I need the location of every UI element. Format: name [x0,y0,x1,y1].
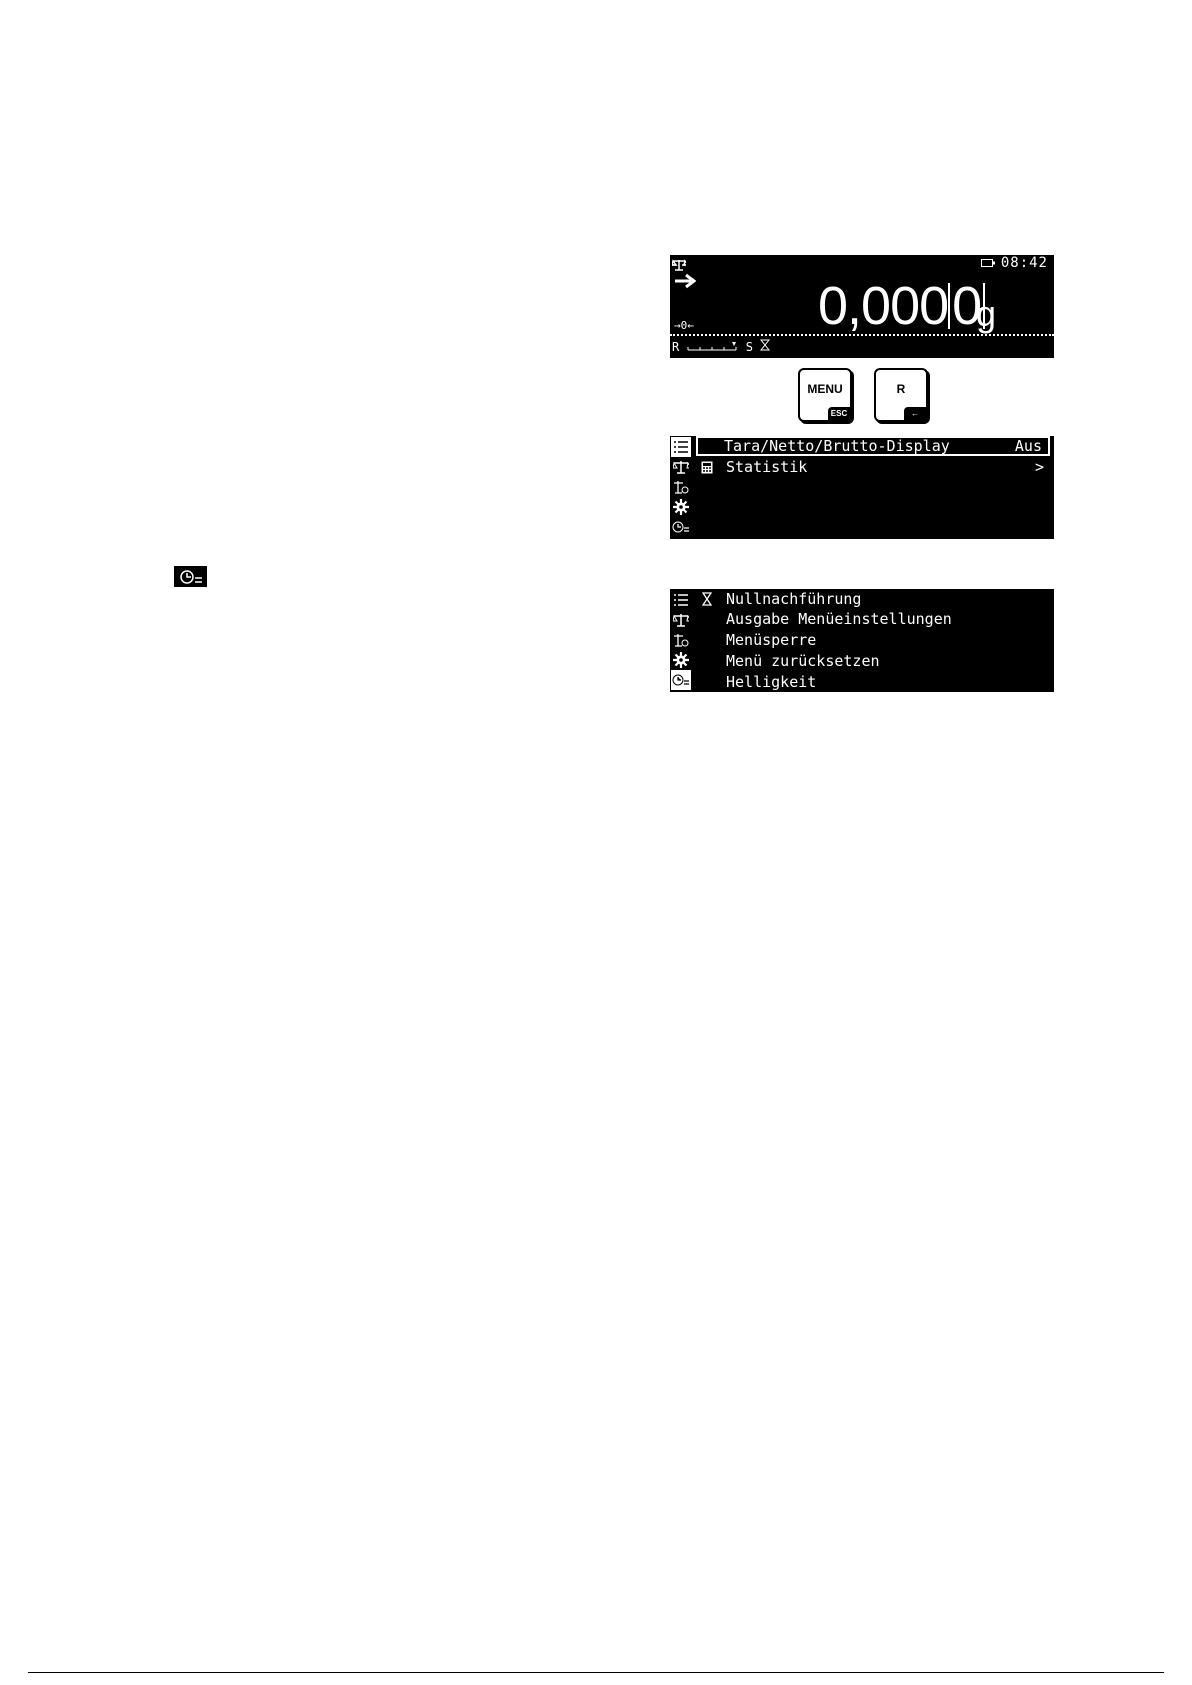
menu-row-label: Ausgabe Menüeinstellungen [726,610,952,628]
menu-row-label: Menüsperre [726,631,817,649]
menu-row-helligkeit[interactable] [698,672,1050,692]
menu-row-tara-display[interactable] [696,436,1050,456]
clock-time: 08:42 [1000,255,1048,271]
r-key-label: R [896,382,906,396]
menu-row-label: Nullnachführung [726,590,862,608]
menu-key[interactable] [798,368,852,422]
r-key[interactable] [874,368,928,422]
weight-last-digit: 0 [948,283,985,329]
weight-value: 0,000 [818,276,949,336]
dotted-divider [670,334,1054,336]
menu-row-reset[interactable] [698,651,1050,671]
clock-settings-icon[interactable] [671,517,691,537]
weight-unit: g [976,293,997,334]
menu-row-label: Tara/Netto/Brutto-Display [724,437,950,455]
battery-icon [981,255,995,271]
menu-sidebar [670,589,692,692]
menu-screen-settings [670,589,1054,692]
hourglass-icon [698,589,716,609]
balance-settings-icon[interactable] [671,477,691,497]
range-marker: R [672,340,680,354]
menu-screen-statistics [670,436,1054,539]
balance-icon[interactable] [671,610,691,630]
range-bar [672,339,770,354]
clock-settings-icon[interactable] [671,670,691,690]
hourglass-icon [760,339,770,351]
menu-row-ausgabe[interactable] [698,609,1050,629]
menu-row-nullnachfuehrung[interactable] [698,589,1050,609]
list-icon[interactable] [671,437,691,457]
s-marker: S [745,340,753,354]
weighing-display [670,255,1054,358]
menu-sidebar [670,436,692,539]
footer-divider [28,1672,1164,1673]
menu-row-menuesperre[interactable] [698,630,1050,650]
list-icon[interactable] [671,590,691,610]
zero-indicator: →0← [674,319,694,332]
arrow-right-icon [674,273,696,293]
clock-display [981,255,1048,271]
balance-icon[interactable] [671,457,691,477]
menu-key-label: MENU [807,382,843,396]
menu-row-label: Statistik [726,458,808,476]
menu-row-label: Helligkeit [726,673,817,691]
menu-row-value: Aus [1014,437,1042,455]
gear-icon[interactable] [671,650,691,670]
calculator-icon [698,457,716,477]
menu-row-statistik[interactable] [698,457,1050,477]
esc-label: ESC [828,407,850,420]
submenu-chevron: > [1034,458,1044,476]
menu-row-label: Menü zurücksetzen [726,652,880,670]
gear-icon[interactable] [671,497,691,517]
enter-arrow-icon: ← [904,407,926,420]
weight-reading [818,277,985,335]
range-scale-icon [686,341,738,351]
balance-settings-icon[interactable] [671,630,691,650]
clock-settings-icon [174,566,207,587]
